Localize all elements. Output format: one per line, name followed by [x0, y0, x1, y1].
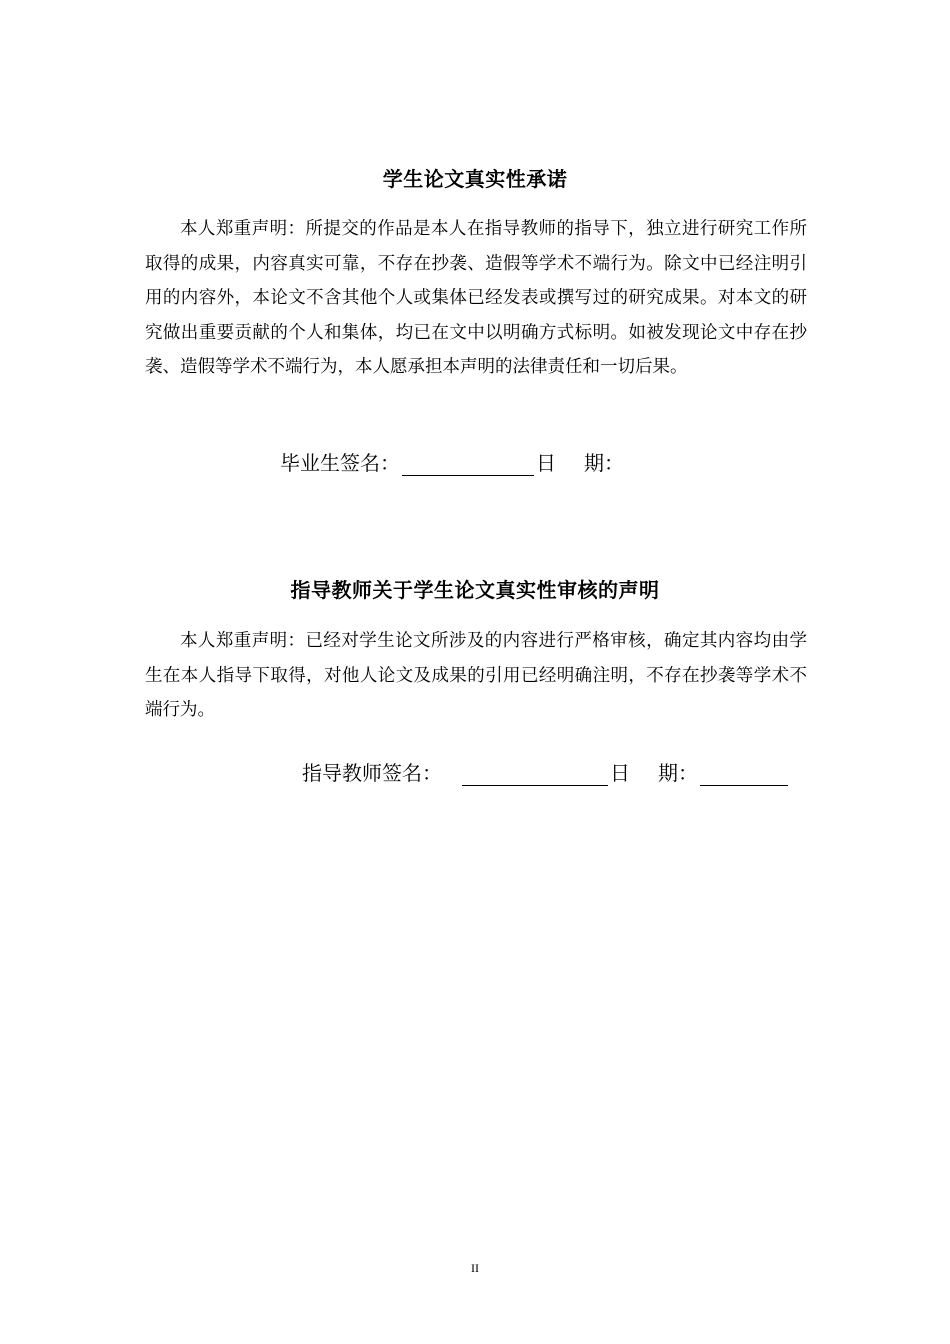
student-pledge-paragraph: 本人郑重声明：所提交的作品是本人在指导教师的指导下，独立进行研究工作所取得的成果，内容真实可靠，不存在抄袭、造假等学术不端行为。除文中已经注明引用的内容外，本论文不含其他个人或集体已经发表或撰写过的研究成果。对本文的研究做出重要贡献的个人和集体，均已在文中以明确方式标明。如被发现论文中存在抄袭、造假等学术不端行为，本人愿承担本声明的法律责任和一切后果。 — [145, 219, 807, 377]
student-date-label-b: 期： — [584, 451, 624, 475]
student-signature-row — [280, 447, 624, 476]
student-signature-label: 毕业生签名： — [280, 451, 400, 475]
advisor-date-blank[interactable] — [700, 763, 788, 786]
advisor-date-label-b: 期： — [658, 761, 698, 785]
student-signature-blank[interactable] — [402, 453, 534, 476]
advisor-signature-row — [302, 757, 790, 786]
student-date-label-a: 日 — [536, 451, 556, 475]
advisor-signature-label: 指导教师签名： — [302, 761, 442, 785]
page-number: II — [471, 1261, 479, 1275]
advisor-declaration-paragraph: 本人郑重声明：已经对学生论文所涉及的内容进行严格审核，确定其内容均由学生在本人指导下取得，对他人论文及成果的引用已经明确注明，不存在抄袭等学术不端行为。 — [145, 631, 807, 720]
advisor-date-label-a: 日 — [610, 761, 630, 785]
advisor-signature-blank[interactable] — [462, 763, 608, 786]
student-pledge-title: 学生论文真实性承诺 — [382, 167, 568, 191]
advisor-declaration-title: 指导教师关于学生论文真实性审核的声明 — [290, 578, 660, 602]
